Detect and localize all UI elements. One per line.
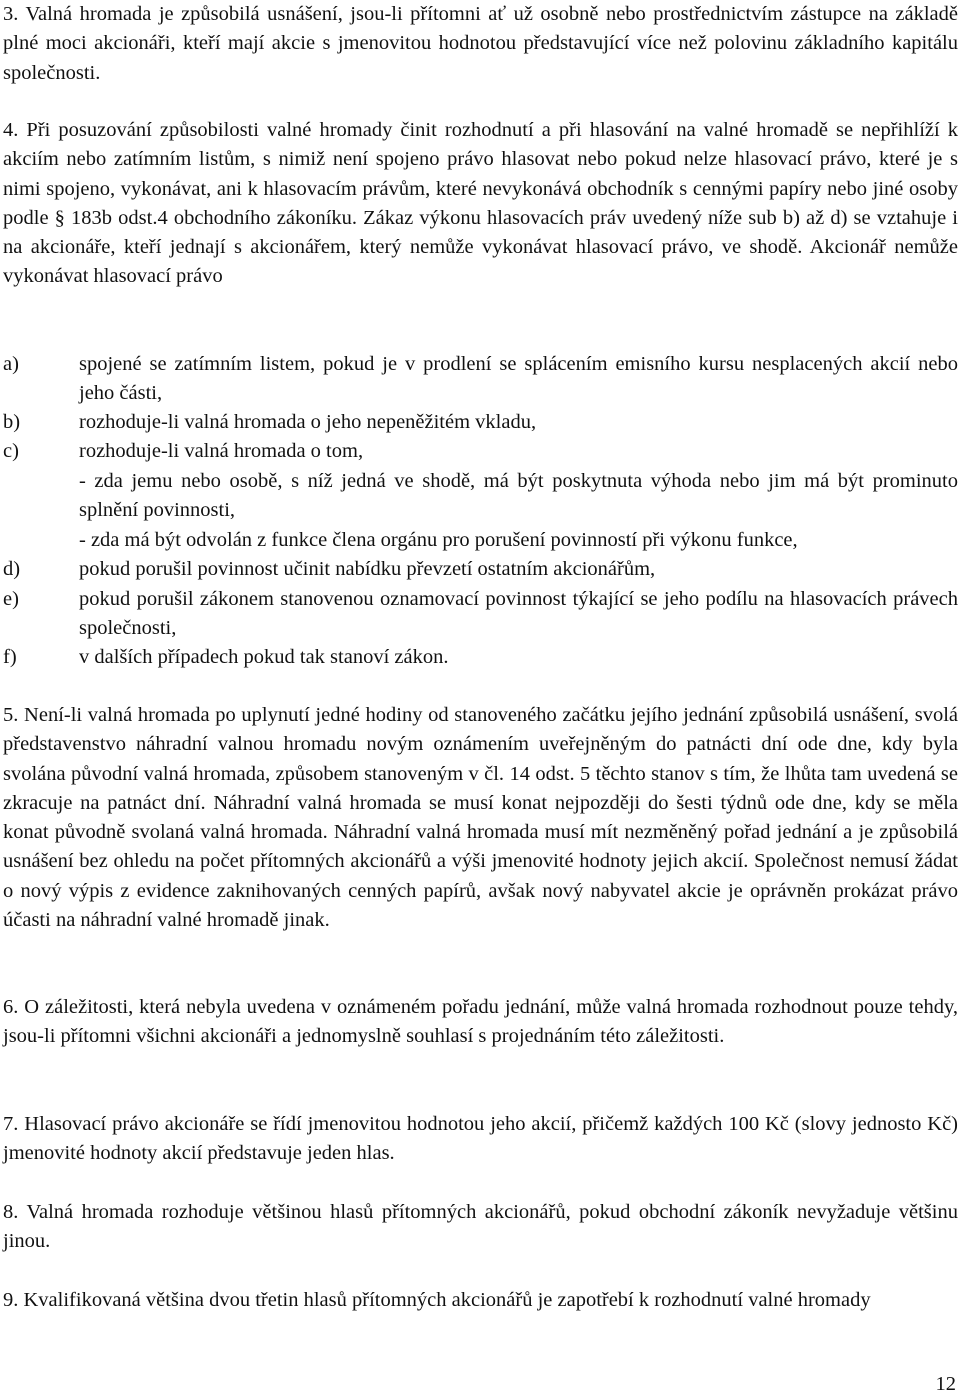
list-subitem-text: - zda jemu nebo osobě, s níž jedná ve shodě, má být poskytnuta výhoda nebo jim má být prominuto splnění povinnosti,	[79, 470, 958, 522]
list-item-text: pokud porušil povinnost učinit nabídku převzetí ostatním akcionářům,	[79, 558, 656, 580]
list-item-text: pokud porušil zákonem stanovenou oznamovací povinnost týkající se jeho podílu na hlasovacích právech společnosti,	[79, 588, 958, 640]
list-marker: a)	[3, 353, 19, 375]
list-marker: f)	[3, 646, 17, 668]
list-item-text: v dalších případech pokud tak stanoví zákon.	[79, 646, 449, 668]
list-subitem-text: - zda má být odvolán z funkce člena orgánu pro porušení povinností při výkonu funkce,	[79, 529, 798, 551]
page-number: 12	[935, 1373, 956, 1395]
list-marker: c)	[3, 440, 19, 462]
paragraph-7: 7. Hlasovací právo akcionáře se řídí jmenovitou hodnotou jeho akcií, přičemž každých 100 Kč (slovy jednosto Kč) jmenovité hodnoty akcií představuje jeden hlas.	[3, 1113, 958, 1165]
list-marker: e)	[3, 588, 19, 610]
paragraph-4: 4. Při posuzování způsobilosti valné hromady činit rozhodnutí a při hlasování na valné hromadě se nepřihlíží k akciím nebo zatímním listům, s nimiž není spojeno právo hlasovat nebo pokud nelze hlasovací právo, které je s nimi spojeno, vykonávat, ani k hlasovacím právům, které nevykonává obchodník s cennými papíry nebo jiné osoby podle § 183b odst.4 obchodního zákoníku. Zákaz výkonu hlasovacích práv uvedený níže sub b) až d) se vztahuje i na akcionáře, kteří jednají s akcionářem, který nemůže vykonávat hlasovací právo, ve shodě. Akcionář nemůže vykonávat hlasovací právo	[3, 119, 958, 288]
list-marker: b)	[3, 411, 21, 433]
list-item-text: spojené se zatímním listem, pokud je v prodlení se splácením emisního kursu nesplacených akcií nebo jeho části,	[79, 353, 958, 405]
paragraph-9: 9. Kvalifikovaná většina dvou třetin hlasů přítomných akcionářů je zapotřebí k rozhodnutí valné hromady	[3, 1289, 871, 1311]
list-item-text: rozhoduje-li valná hromada o tom,	[79, 440, 364, 462]
paragraph-8: 8. Valná hromada rozhoduje většinou hlasů přítomných akcionářů, pokud obchodní zákoník nevyžaduje většinu jinou.	[3, 1201, 958, 1253]
paragraph-3: 3. Valná hromada je způsobilá usnášení, jsou-li přítomni ať už osobně nebo prostřednictvím zástupce na základě plné moci akcionáři, kteří mají akcie s jmenovitou hodnotou představující více než polovinu základního kapitálu společnosti.	[3, 3, 958, 84]
list-item-text: rozhoduje-li valná hromada o jeho nepeněžitém vkladu,	[79, 411, 537, 433]
paragraph-6: 6. O záležitosti, která nebyla uvedena v oznámeném pořadu jednání, může valná hromada rozhodnout pouze tehdy, jsou-li přítomni všichni akcionáři a jednomyslně souhlasí s projednáním této záležitosti.	[3, 996, 958, 1048]
paragraph-5: 5. Není-li valná hromada po uplynutí jedné hodiny od stanoveného začátku jejího jednání způsobilá usnášení, svolá představenstvo náhradní valnou hromadu novým oznámením uveřejněným do patnácti dní ode dne, kdy byla svolána původní valná hromada, způsobem stanoveným v čl. 14 odst. 5 těchto stanov s tím, že lhůta tam uvedená se zkracuje na patnáct dní. Náhradní valná hromada se musí konat nejpozději do šesti týdnů ode dne, kdy se měla konat původně svolaná valná hromada. Náhradní valná hromada musí mít nezměněný pořad jednání a je způsobilá usnášení bez ohledu na počet přítomných akcionářů a výši jmenovité hodnoty jejich akcií. Společnost nemusí žádat o nový výpis z evidence zaknihovaných cenných papírů, avšak nový nabyvatel akcie je oprávněn prokázat právo účasti na náhradní valné hromadě jinak.	[3, 704, 958, 932]
list-marker: d)	[3, 558, 21, 580]
